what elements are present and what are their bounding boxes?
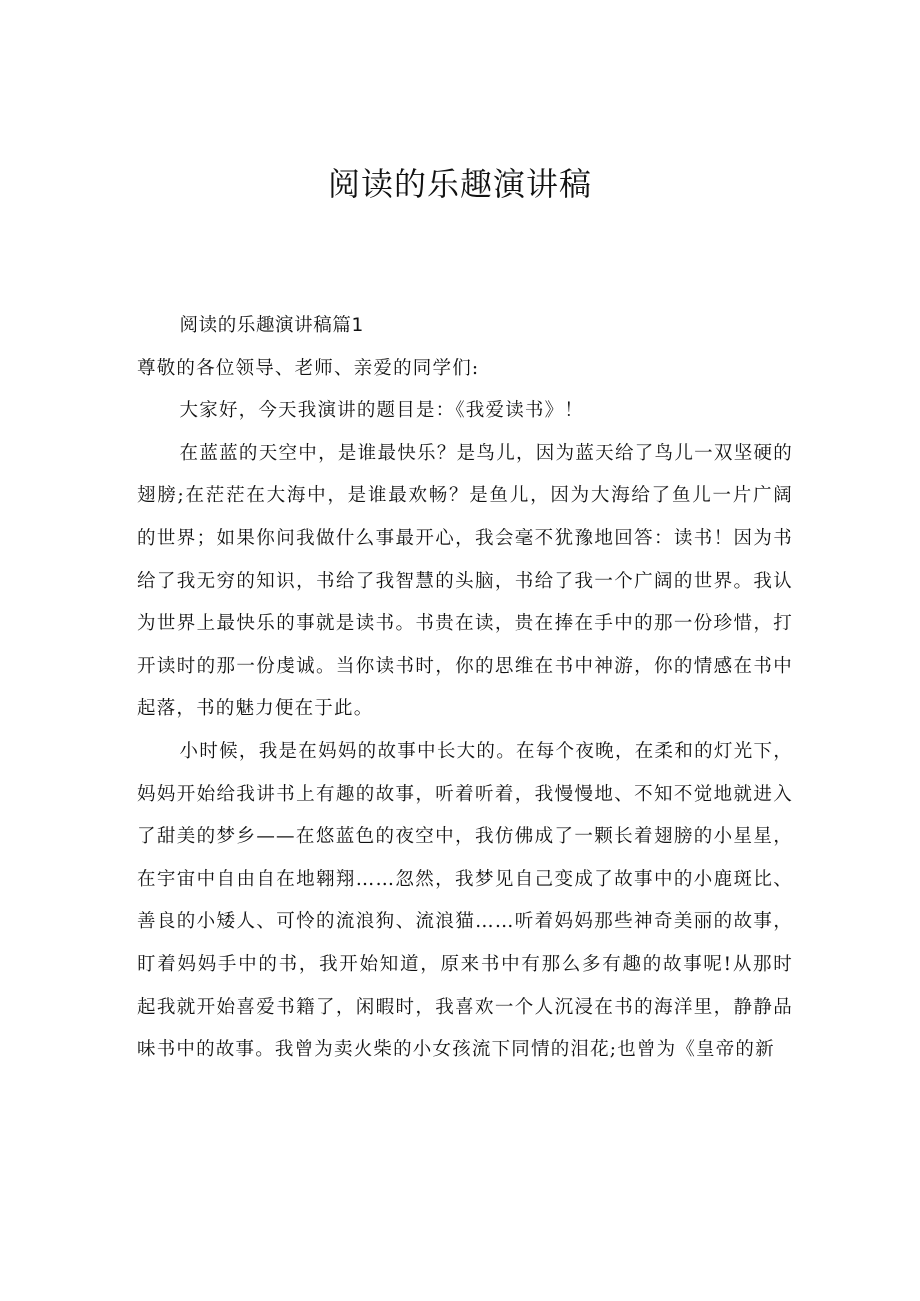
paragraph-greeting: 大家好，今天我演讲的题目是：《我爱读书》！: [179, 400, 584, 422]
paragraph-childhood: 小时候，我是在妈妈的故事中长大的。在每个夜晚，在柔和的灯光下，妈妈开始给我讲书上有趣的故事，听着听着，我慢慢地、不知不觉地就进入了甜美的梦乡——在悠蓝色的夜空中，我仿佛成了一颗长着翅膀的小星星，在宇宙中自由自在地翱翔……忽然，我梦见自己变成了故事中的小鹿斑比、善良的小矮人、可怜的流浪狗、流浪猫……听着妈妈那些神奇美丽的故事，盯着妈妈手中的书，我开始知道，原来书中有那么多有趣的故事呢!从那时起我就开始喜爱书籍了，闲暇时，我喜欢一个人沉浸在书的海洋里，静静品味书中的故事。我曾为卖火柴的小女孩流下同情的泪花;也曾为《皇帝的新: [137, 740, 793, 1061]
section-heading: 阅读的乐趣演讲稿篇1: [179, 315, 364, 336]
paragraph-joy-of-reading: 在蓝蓝的天空中，是谁最快乐？是鸟儿，因为蓝天给了鸟儿一双坚硬的翅膀;在茫茫在大海中，是谁最欢畅？是鱼儿，因为大海给了鱼儿一片广阔的世界；如果你问我做什么事最开心，我会毫不犹豫地回答：读书！因为书给了我无穷的知识，书给了我智慧的头脑，书给了我一个广阔的世界。我认为世界上最快乐的事就是读书。书贵在读，贵在捧在手中的那一份珍惜，打开读时的那一份虔诚。当你读书时，你的思维在书中神游，你的情感在书中起落，书的魅力便在于此。: [137, 442, 793, 720]
salutation: 尊敬的各位领导、老师、亲爱的同学们:: [137, 357, 480, 379]
document-body: [137, 305, 793, 1072]
document-title: 阅读的乐趣演讲稿: [327, 165, 592, 203]
